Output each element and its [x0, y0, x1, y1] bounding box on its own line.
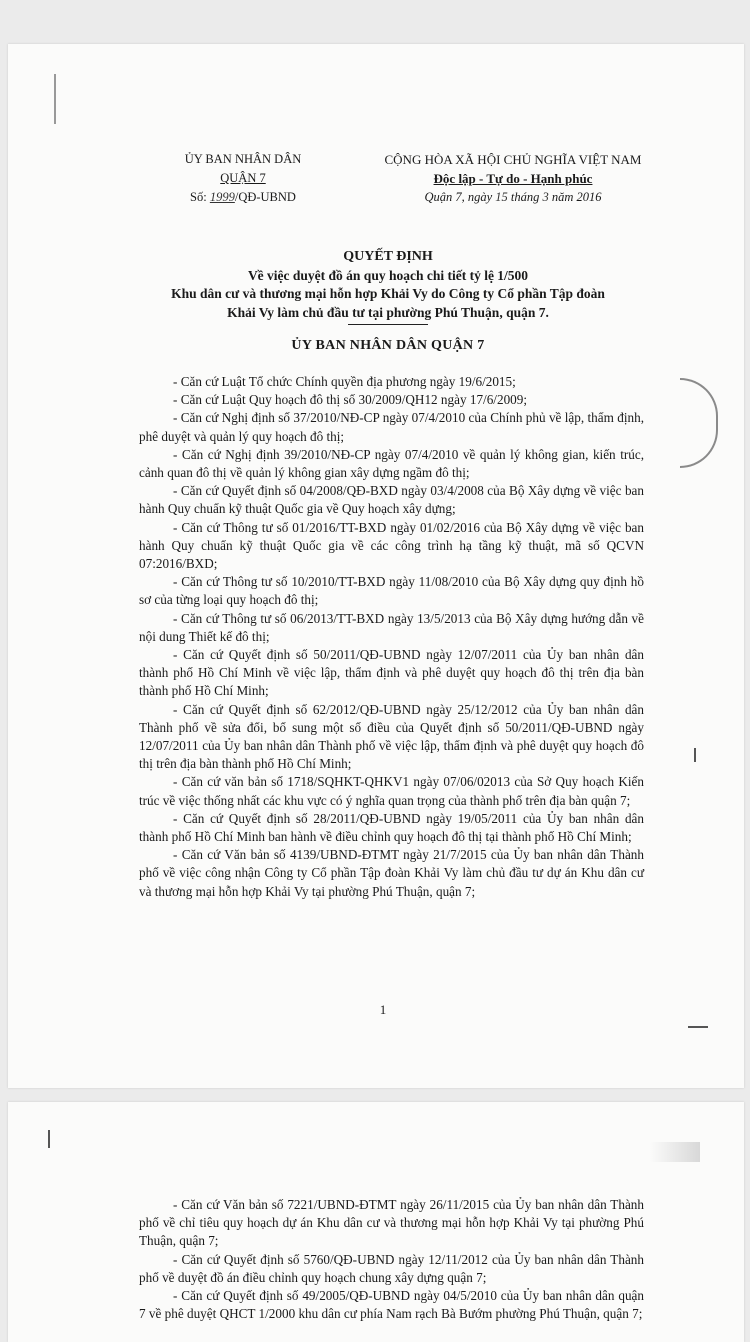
title-line3: Khu dân cư và thương mại hỗn hợp Khải Vy do Công ty Cổ phần Tập đoàn [171, 286, 605, 301]
paragraph: - Căn cứ Quyết định số 50/2011/QĐ-UBND ngày 12/07/2011 của Ủy ban nhân dân thành phố Hồ Chí Minh về việc lập, thẩm định và phê duyệt quy hoạch đô thị trên địa bàn thành phố Hồ Chí Minh; [139, 647, 644, 699]
issuing-authority [158, 150, 328, 207]
scan-shadow [650, 1142, 700, 1162]
issue-date: Quận 7, ngày 15 tháng 3 năm 2016 [424, 190, 602, 204]
scan-artifact [54, 74, 56, 124]
paragraph: - Căn cứ Thông tư số 10/2010/TT-BXD ngày 11/08/2010 của Bộ Xây dựng quy định hồ sơ của từng loại quy hoạch đô thị; [139, 574, 644, 608]
paragraph: - Căn cứ Quyết định số 5760/QĐ-UBND ngày 12/11/2012 của Ủy ban nhân dân Thành phố về duyệt đồ án điều chỉnh quy hoạch chung xây dựng quận 7; [139, 1251, 644, 1285]
document-number: Số: 1999/QĐ-UBND [190, 190, 296, 204]
paragraph: - Căn cứ Nghị định số 37/2010/NĐ-CP ngày 07/4/2010 của Chính phủ về lập, thẩm định, phê duyệt và quản lý quy hoạch đô thị; [139, 410, 644, 444]
national-motto [353, 150, 673, 207]
margin-mark [694, 748, 696, 762]
page-number: 1 [379, 1002, 387, 1017]
decision-title [118, 248, 658, 325]
paragraph: - Căn cứ Luật Quy hoạch đô thị số 30/2009/QH12 ngày 17/6/2009; [173, 392, 528, 408]
title-line4: Khải Vy làm chủ đầu tư tại phường Phú Thuận, quận 7. [227, 304, 549, 320]
paragraph: - Căn cứ Thông tư số 06/2013/TT-BXD ngày 13/5/2013 của Bộ Xây dựng hướng dẫn về nội dung Thiết kế đô thị; [139, 610, 644, 644]
authority-line1: ỦY BAN NHÂN DÂN [184, 152, 302, 166]
paragraph: - Căn cứ Nghị định 39/2010/NĐ-CP ngày 07/4/2010 về quản lý không gian, kiến trúc, cảnh quan đô thị về quản lý không gian xây dựng ngầm đô thị; [139, 446, 644, 481]
authority-heading: ỦY BAN NHÂN DÂN QUẬN 7 [291, 338, 485, 353]
country-name: CỘNG HÒA XÃ HỘI CHỦ NGHĨA VIỆT NAM [384, 152, 642, 167]
seal-stamp [680, 378, 718, 468]
paragraph: - Căn cứ Quyết định số 04/2008/QĐ-BXD ngày 03/4/2008 của Bộ Xây dựng về việc ban hành Quy chuẩn kỹ thuật Quốc gia về Quy hoạch xây dựng; [139, 483, 644, 517]
paragraph: - Căn cứ Quyết định số 62/2012/QĐ-UBND ngày 25/12/2012 của Ủy ban nhân dân Thành phố về sửa đổi, bổ sung một số điều của Quyết định số 50/2011/QĐ-UBND ngày 12/07/2011 của Ủy ban nhân dân Thành phố về việc lập, thẩm định và phê duyệt quy hoạch đô thị trên địa bàn thành phố Hồ Chí Minh; [139, 701, 644, 772]
paragraph: - Căn cứ Quyết định số 49/2005/QĐ-UBND ngày 04/5/2010 của Ủy ban nhân dân quận 7 về phê duyệt QHCT 1/2000 khu dân cư phía Nam rạch Bà Bướm phường Phú Thuận, quận 7; [139, 1288, 644, 1322]
document-page-1 [8, 44, 744, 1088]
title-line1: QUYẾT ĐỊNH [343, 249, 433, 264]
handwritten-number: 1999 [209, 190, 235, 204]
margin-mark [688, 1026, 708, 1028]
handwritten-day: 15 [495, 190, 508, 204]
handwritten-month: 3 [542, 190, 549, 204]
legal-basis-list [139, 373, 644, 901]
title-underline [348, 324, 428, 325]
paragraph: - Căn cứ Thông tư số 01/2016/TT-BXD ngày 01/02/2016 của Bộ Xây dựng về việc ban hành Quy chuẩn kỹ thuật Quốc gia về các công trình hạ tầng kỹ thuật, mã số QCVN 07:2016/BXD; [139, 519, 644, 572]
document-page-2 [8, 1102, 744, 1342]
title-line2: Về việc duyệt đồ án quy hoạch chi tiết tỷ lệ 1/500 [247, 267, 529, 283]
paragraph: - Căn cứ văn bản số 1718/SQHKT-QHKV1 ngày 07/06/02013 của Sở Quy hoạch Kiến trúc về việc thống nhất các khu vực có ý nghĩa quan trọng của thành phố trên địa bàn quận 7; [139, 774, 644, 808]
scan-artifact [48, 1130, 50, 1148]
paragraph: - Căn cứ Văn bản số 4139/UBND-ĐTMT ngày 21/7/2015 của Ủy ban nhân dân Thành phố về việc công nhận Công ty Cổ phần Tập đoàn Khải Vy làm chủ đầu tư dự án Khu dân cư và thương mại hỗn hợp Khải Vy tại phường Phú Thuận, quận 7; [139, 847, 644, 899]
motto: Độc lập - Tự do - Hạnh phúc [433, 171, 593, 186]
paragraph: - Căn cứ Quyết định số 28/2011/QĐ-UBND ngày 19/05/2011 của Ủy ban nhân dân thành phố Hồ Chí Minh ban hành về điều chỉnh quy hoạch đô thị tại thành phố Hồ Chí Minh; [139, 810, 644, 845]
paragraph: - Căn cứ Luật Tổ chức Chính quyền địa phương ngày 19/6/2015; [173, 374, 516, 389]
authority-line2: QUẬN 7 [220, 171, 266, 185]
legal-basis-list-continued [139, 1196, 644, 1323]
paragraph: - Căn cứ Văn bản số 7221/UBND-ĐTMT ngày 26/11/2015 của Ủy ban nhân dân Thành phố về chỉ tiêu quy hoạch dự án Khu dân cư và thương mại hỗn hợp Khải Vy tại phường Phú Thuận, quận 7; [139, 1197, 644, 1249]
